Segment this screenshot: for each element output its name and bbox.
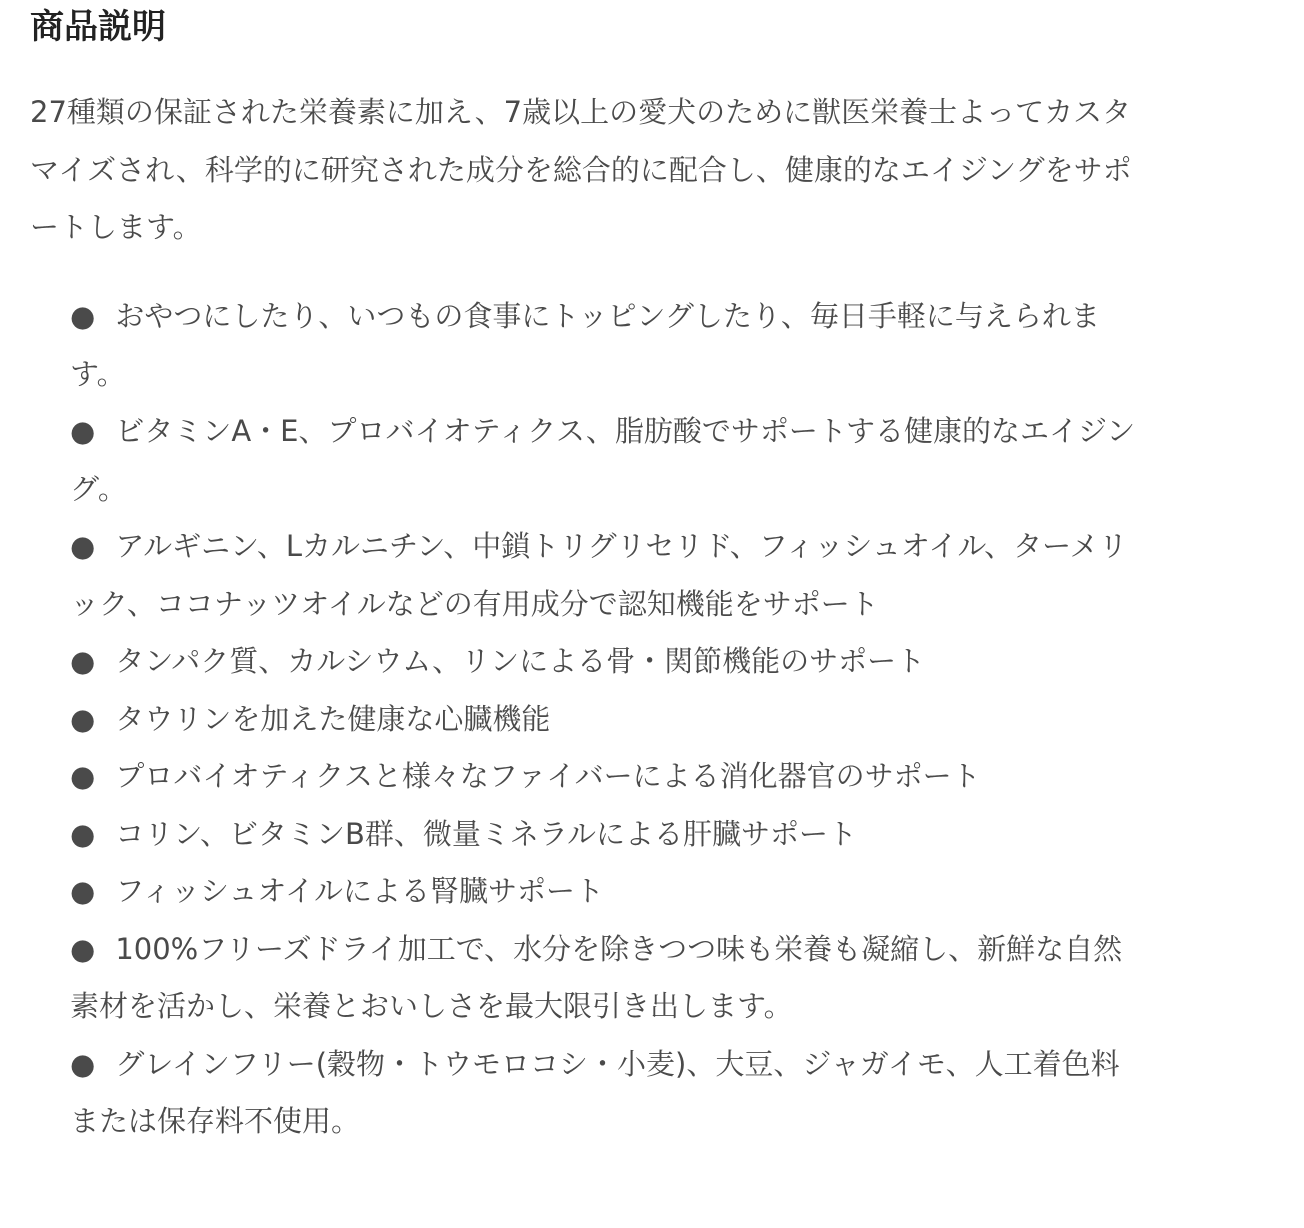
bullet-icon: ● (70, 1046, 96, 1081)
bullet-icon: ● (70, 759, 96, 793)
feature-text: タンパク質、カルシウム、リンによる骨・関節機能のサポート (115, 644, 926, 678)
bullet-icon: ● (70, 701, 96, 736)
feature-item (70, 806, 1145, 864)
feature-item (70, 748, 1145, 806)
feature-list (70, 288, 1145, 1151)
bullet-icon: ● (70, 874, 96, 908)
feature-item (70, 921, 1145, 1036)
bullet-icon: ● (70, 299, 96, 333)
product-description-text: 27種類の保証された栄養素に加え、7歳以上の愛犬のために獣医栄養士よってカスタマイズされ、科学的に研究された成分を総合的に配合し、健康的なエイジングをサポートします。 (30, 95, 1132, 244)
feature-item (70, 1036, 1145, 1151)
bullet-icon: ● (70, 816, 96, 851)
feature-text: 100%フリーズドライ加工で、水分を除きつつ味も栄養も凝縮し、新鮮な自然素材を活かし、栄養とおいしさを最大限引き出します。 (70, 931, 1123, 1023)
feature-text: アルギニン、Lカルニチン、中鎖トリグリセリド、フィッシュオイル、ターメリック、ココナッツオイルなどの有用成分で認知機能をサポート (70, 529, 1128, 621)
bullet-icon: ● (70, 529, 96, 563)
feature-item (70, 863, 1145, 921)
feature-text: フィッシュオイルによる腎臓サポート (115, 874, 604, 908)
bullet-icon: ● (70, 644, 96, 678)
feature-text: プロバイオティクスと様々なファイバーによる消化器官のサポート (115, 759, 981, 793)
feature-item (70, 633, 1145, 691)
bullet-icon: ● (70, 931, 96, 966)
feature-item (70, 403, 1145, 518)
feature-text: グレインフリー(穀物・トウモロコシ・小麦)、大豆、ジャガイモ、人工着色料または保存料不使用。 (70, 1046, 1120, 1138)
feature-text: タウリンを加えた健康な心臓機能 (115, 701, 551, 736)
feature-text: コリン、ビタミンB群、微量ミネラルによる肝臓サポート (115, 816, 858, 851)
bullet-icon: ● (70, 414, 96, 448)
feature-item (70, 288, 1145, 403)
feature-item (70, 518, 1145, 633)
feature-text: おやつにしたり、いつもの食事にトッピングしたり、毎日手軽に与えられます。 (70, 299, 1100, 391)
section-title: 商品説明 (30, 7, 166, 47)
feature-item (70, 691, 1145, 749)
feature-text: ビタミンA・E、プロバイオティクス、脂肪酸でサポートする健康的なエイジング。 (70, 414, 1136, 506)
